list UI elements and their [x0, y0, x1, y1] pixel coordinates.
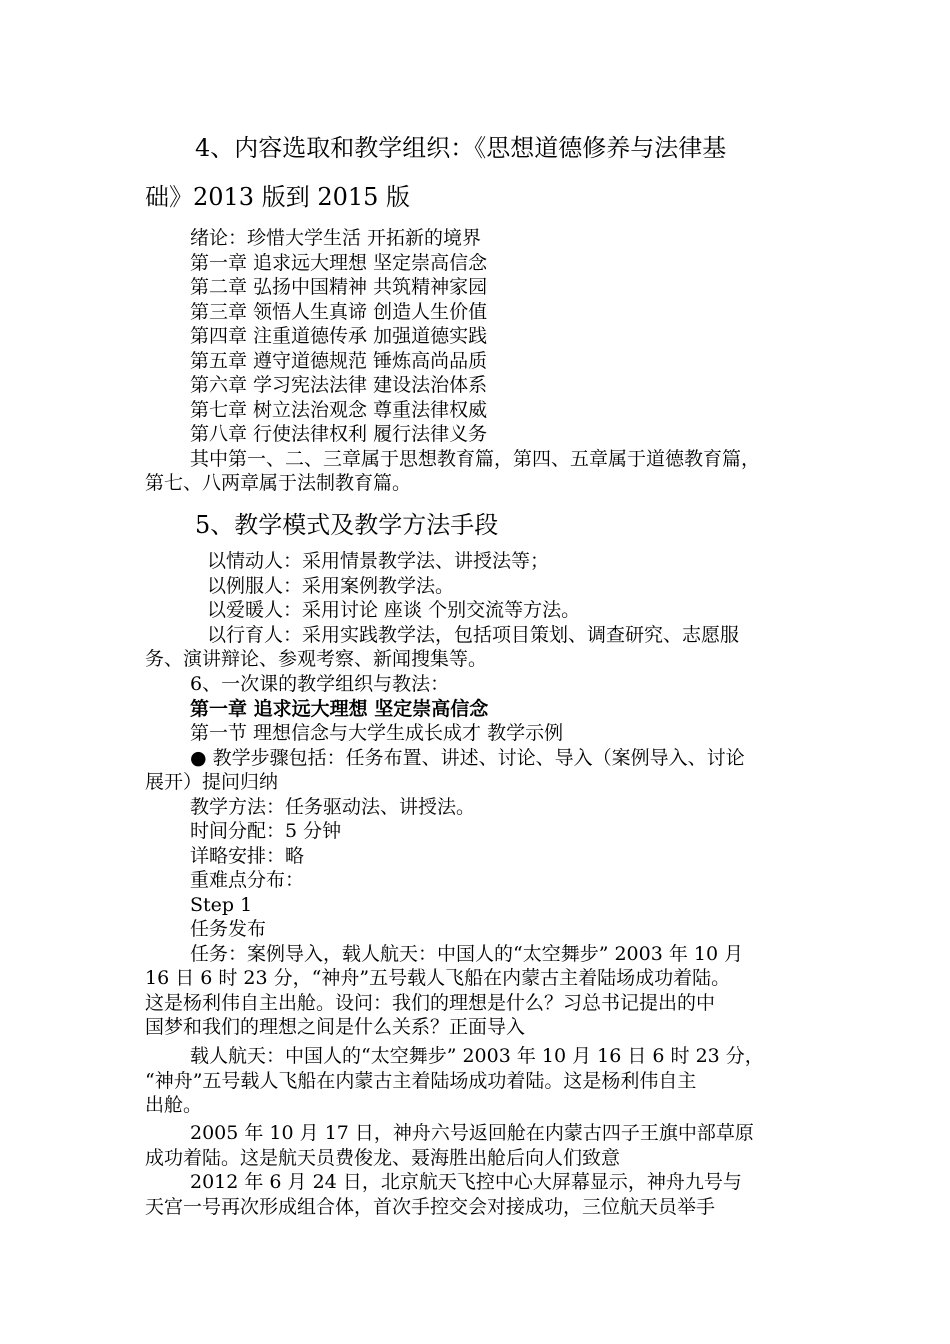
- toc-item: 第六章 学习宪法法律 建设法治体系: [190, 374, 488, 396]
- chapter-title: 第一章 追求远大理想 坚定崇高信念: [190, 698, 489, 720]
- toc-item: 第一章 追求远大理想 坚定崇高信念: [190, 252, 488, 274]
- paragraph-2012-line: 2012 年 6 月 24 日，北京航天飞控中心大屏幕显示，神舟九号与: [190, 1171, 742, 1193]
- teaching-steps-cont: 展开）提问归纳: [145, 771, 279, 793]
- task-paragraph-line: 16 日 6 时 23 分，“神舟”五号载人飞船在内蒙古主着陆场成功着陆。: [145, 967, 731, 989]
- method-item: 以情动人：采用情景教学法、讲授法等；: [207, 550, 550, 572]
- task-paragraph-line: 国梦和我们的理想之间是什么关系？正面导入: [145, 1016, 526, 1038]
- teaching-method: 教学方法：任务驱动法、讲授法。: [190, 796, 476, 818]
- section-6-heading: 6、一次课的教学组织与教法：: [190, 673, 450, 695]
- method-item: 以行育人：采用实践教学法，包括项目策划、调查研究、志愿服: [207, 624, 740, 646]
- time-allocation: 时间分配：5 分钟: [190, 820, 342, 842]
- toc-note-cont: 第七、八两章属于法制教育篇。: [145, 472, 412, 494]
- step-label: Step 1: [190, 894, 253, 916]
- toc-item: 第七章 树立法治观念 尊重法律权威: [190, 399, 488, 421]
- method-item: 以例服人：采用案例教学法。: [207, 575, 455, 597]
- paragraph-2012-line: 天宫一号再次形成组合体，首次手控交会对接成功，三位航天员举手: [145, 1196, 716, 1218]
- paragraph-2003-line: 出舱。: [145, 1094, 203, 1116]
- toc-item: 第五章 遵守道德规范 锤炼高尚品质: [190, 350, 488, 372]
- toc-item: 绪论：珍惜大学生活 开拓新的境界: [190, 227, 482, 249]
- toc-item: 第八章 行使法律权利 履行法律义务: [190, 423, 488, 445]
- toc-item: 第四章 注重道德传承 加强道德实践: [190, 325, 488, 347]
- toc-item: 第二章 弘扬中国精神 共筑精神家园: [190, 276, 488, 298]
- paragraph-2005-line: 成功着陆。这是航天员费俊龙、聂海胜出舱后向人们致意: [145, 1147, 621, 1169]
- toc-note: 其中第一、二、三章属于思想教育篇，第四、五章属于道德教育篇，: [190, 448, 761, 470]
- teaching-steps: ● 教学步骤包括：任务布置、讲述、讨论、导入（案例导入、讨论: [190, 747, 745, 769]
- method-item-cont: 务、演讲辩论、参观考察、新闻搜集等。: [145, 648, 488, 670]
- section-4-heading: 4、内容选取和教学组织：《思想道德修养与法律基: [195, 134, 727, 162]
- section-title: 第一节 理想信念与大学生成长成才 教学示例: [190, 722, 564, 744]
- task-release: 任务发布: [190, 918, 267, 940]
- paragraph-2003-line: “神舟”五号载人飞船在内蒙古主着陆场成功着陆。这是杨利伟自主: [145, 1070, 697, 1092]
- section-4-heading-cont: 础》2013 版到 2015 版: [145, 183, 411, 211]
- paragraph-2005-line: 2005 年 10 月 17 日，神舟六号返回舱在内蒙古四子王旗中部草原: [190, 1122, 754, 1144]
- paragraph-2003-line: 载人航天：中国人的“太空舞步” 2003 年 10 月 16 日 6 时 23 分，: [190, 1045, 764, 1067]
- detail-arrangement: 详略安排：略: [190, 845, 305, 867]
- task-paragraph-line: 这是杨利伟自主出舱。设问：我们的理想是什么？习总书记提出的中: [145, 992, 716, 1014]
- toc-item: 第三章 领悟人生真谛 创造人生价值: [190, 301, 488, 323]
- section-5-heading: 5、教学模式及教学方法手段: [195, 511, 499, 539]
- method-item: 以爱暖人：采用讨论 座谈 个别交流等方法。: [207, 599, 581, 621]
- task-paragraph-line: 任务：案例导入，载人航天：中国人的“太空舞步” 2003 年 10 月: [190, 943, 744, 965]
- key-points: 重难点分布：: [190, 869, 305, 891]
